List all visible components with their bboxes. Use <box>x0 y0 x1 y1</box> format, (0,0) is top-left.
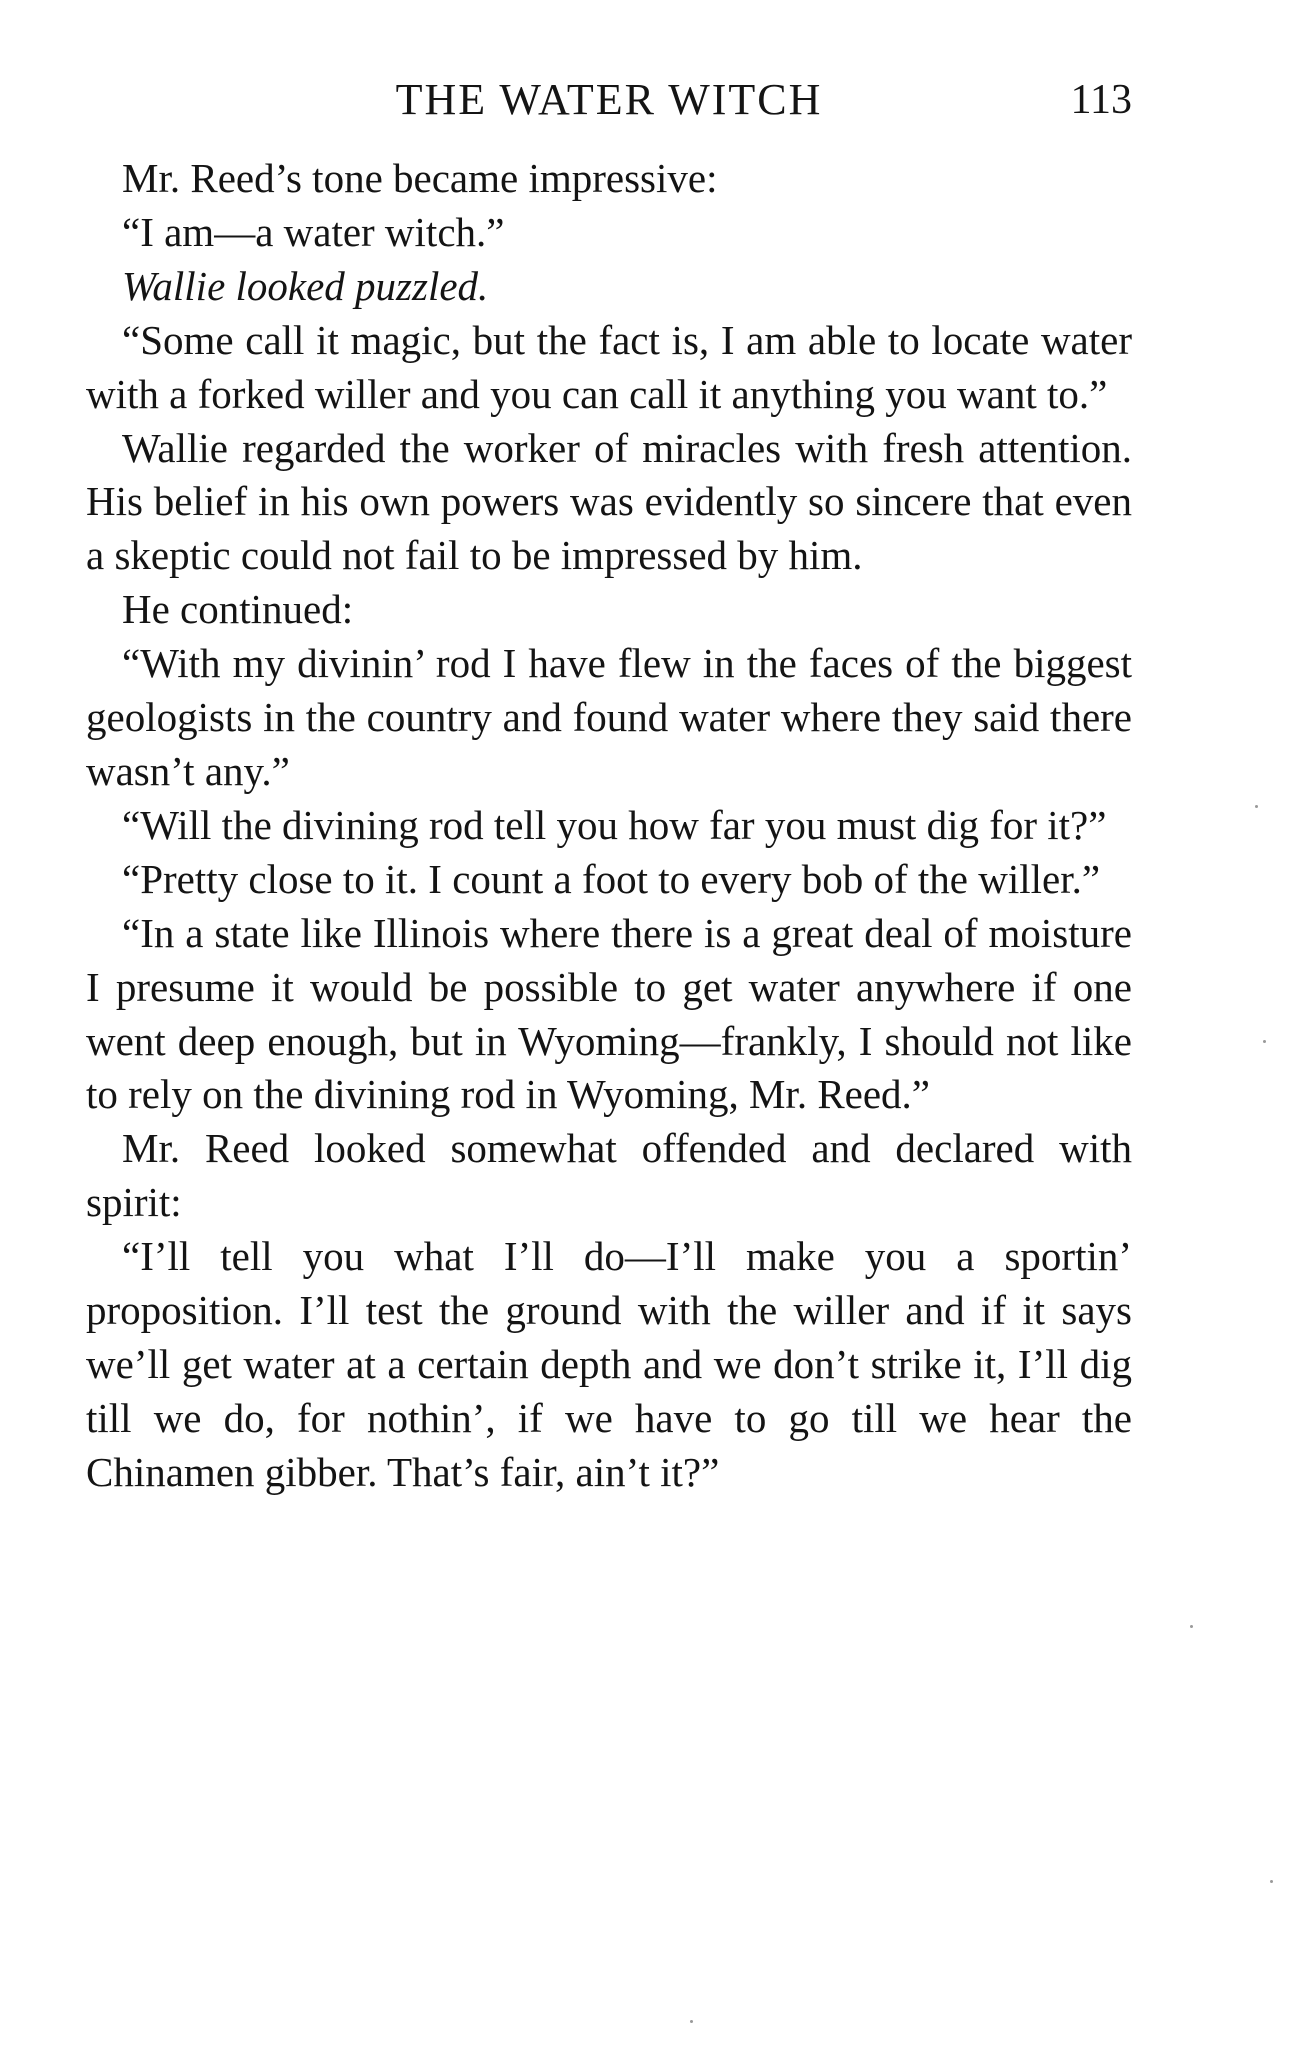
body-text <box>86 152 1132 1500</box>
paragraph: Wallie looked puzzled. <box>122 262 489 309</box>
scan-speck <box>1190 1625 1193 1628</box>
page-number: 113 <box>1070 77 1132 123</box>
paragraph: “Some call it magic, but the fact is, I am able to locate water with a forked willer and you can call it anything you want to.” <box>86 316 1132 417</box>
running-title: THE WATER WITCH <box>395 75 823 124</box>
scan-speck <box>1255 805 1258 808</box>
paragraph: He continued: <box>122 586 354 633</box>
paragraph: “With my divinin’ rod I have flew in the faces of the biggest geologists in the country and found water where they said there wasn’t any.” <box>86 640 1132 794</box>
paragraph: Mr. Reed looked somewhat offended and declared with spirit: <box>86 1125 1132 1226</box>
paragraph: “I am—a water witch.” <box>122 208 505 255</box>
running-head <box>86 70 1132 130</box>
scan-speck <box>1263 1040 1266 1043</box>
paragraph: “I’ll tell you what I’ll do—I’ll make you a sportin’ proposition. I’ll test the ground with the willer and if it says we’ll get water at a certain depth and we don’t strike it, I’ll dig till we do, for nothin’, if we have to go till we hear the Chinamen gibber. That’s fair, ain’t it?” <box>86 1233 1132 1495</box>
scan-speck <box>1270 1880 1273 1883</box>
paragraph: Wallie regarded the worker of miracles with fresh attention. His belief in his own powers was evidently so sincere that even a skeptic could not fail to be impressed by him. <box>86 424 1132 579</box>
paragraph: “Pretty close to it. I count a foot to every bob of the willer.” <box>122 855 1101 902</box>
paragraph: Mr. Reed’s tone became impressive: <box>122 155 718 201</box>
scan-speck <box>690 2020 693 2023</box>
paragraph: “Will the divining rod tell you how far you must dig for it?” <box>122 801 1107 848</box>
paragraph: “In a state like Illinois where there is a great deal of moisture I presume it would be possible to get water anywhere if one went deep enough, but in Wyoming—frankly, I should not like to rely on the divining rod in Wyoming, Mr. Reed.” <box>86 909 1132 1118</box>
